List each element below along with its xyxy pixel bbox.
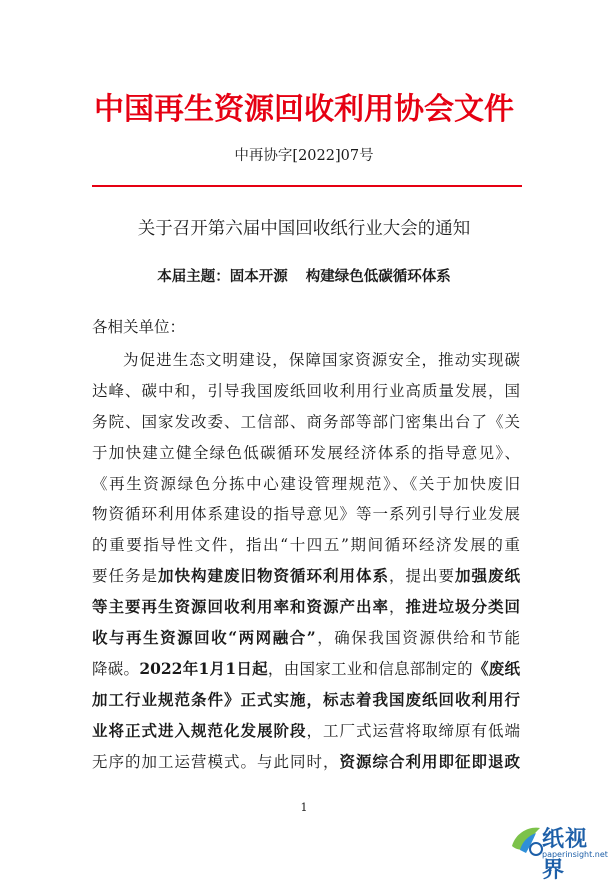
emphasized-text: 《废纸 (472, 658, 520, 678)
body-text-segment: 为促进生态文明建设，保障国家资源安全，推动实现碳 (123, 351, 520, 369)
body-text-segment: 的重要指导性文件，指出“十四五”期间循环经济发展的重 (92, 536, 520, 555)
body-line (92, 747, 520, 778)
emphasized-text: 收与再生资源回收“两网融合” (92, 628, 316, 648)
body-text-segment: 务院、国家发改委、工信部、商务部等部门密集出台了《关 (92, 412, 520, 431)
emphasized-text: 资源综合利用即征即退政 (339, 751, 520, 771)
salutation: 各相关单位： (92, 318, 186, 336)
theme-text: 构建绿色低碳循环体系 (305, 268, 451, 285)
emphasized-text: 2022年1月1日起 (139, 658, 268, 678)
watermark-logo (506, 820, 608, 883)
header-red-divider (92, 185, 522, 187)
body-line (92, 561, 520, 592)
body-text-segment: 无序的加工运营模式。与此同时， (92, 752, 340, 771)
body-text-segment: 达峰、碳中和，引导我国废纸回收利用行业高质量发展，国 (92, 381, 520, 400)
emphasized-text: 等主要再生资源回收利用率和资源产出率 (92, 597, 389, 617)
emphasized-text: 业将正式进入规范化发展阶段 (92, 720, 307, 740)
body-line (92, 469, 520, 500)
organization-header-title: 中国再生资源回收利用协会文件 (94, 92, 514, 127)
body-line (92, 499, 520, 530)
body-text-segment: ， (388, 598, 406, 617)
emphasized-text: 加强废纸 (454, 566, 520, 586)
body-line (92, 592, 520, 623)
body-line (92, 376, 520, 407)
body-text-segment: ，由国家工业和信息部制定的 (267, 659, 473, 678)
body-text-segment: 《再生资源绿色分拣中心建设管理规范》、《关于加快废旧 (92, 474, 520, 493)
body-line (92, 685, 520, 716)
body-text-segment: 降碳。 (92, 659, 140, 678)
logo-text: 纸视界 (542, 827, 589, 883)
document-number: 中再协字[2022]07号 (234, 148, 374, 164)
body-line (92, 716, 520, 747)
body-text-segment: ，提出要 (388, 567, 455, 586)
body-text-segment: 于加快建立健全绿色低碳循环发展经济体系的指导意见》、 (92, 443, 520, 462)
body-line (92, 438, 520, 469)
conference-theme (0, 267, 608, 287)
theme-label: 本届主题：固本开源 (157, 268, 288, 285)
body-text-segment: ，确保我国资源供给和节能 (315, 629, 520, 648)
paper-insight-logo-icon (506, 820, 546, 860)
body-line (92, 654, 520, 685)
body-text-segment: 物资循环利用体系建设的指导意见》等一系列引导行业发展 (92, 505, 520, 524)
emphasized-text: 加快构建废旧物资循环利用体系 (158, 566, 389, 586)
body-line (92, 530, 520, 561)
notice-title: 关于召开第六届中国回收纸行业大会的通知 (137, 219, 471, 239)
body-line (92, 407, 520, 438)
body-text-segment: ，工厂式运营将取缔原有低端 (306, 721, 520, 740)
emphasized-text: 推进垃圾分类回 (405, 597, 520, 617)
body-paragraph (92, 345, 520, 777)
body-line (92, 345, 520, 376)
body-text-segment: 要任务是 (92, 567, 158, 586)
body-line (92, 623, 520, 654)
emphasized-text: 加工行业规范条件》正式实施，标志着我国废纸回收利用行 (92, 689, 520, 709)
page-number: 1 (300, 801, 308, 814)
logo-url: paperinsight.net (542, 850, 608, 859)
